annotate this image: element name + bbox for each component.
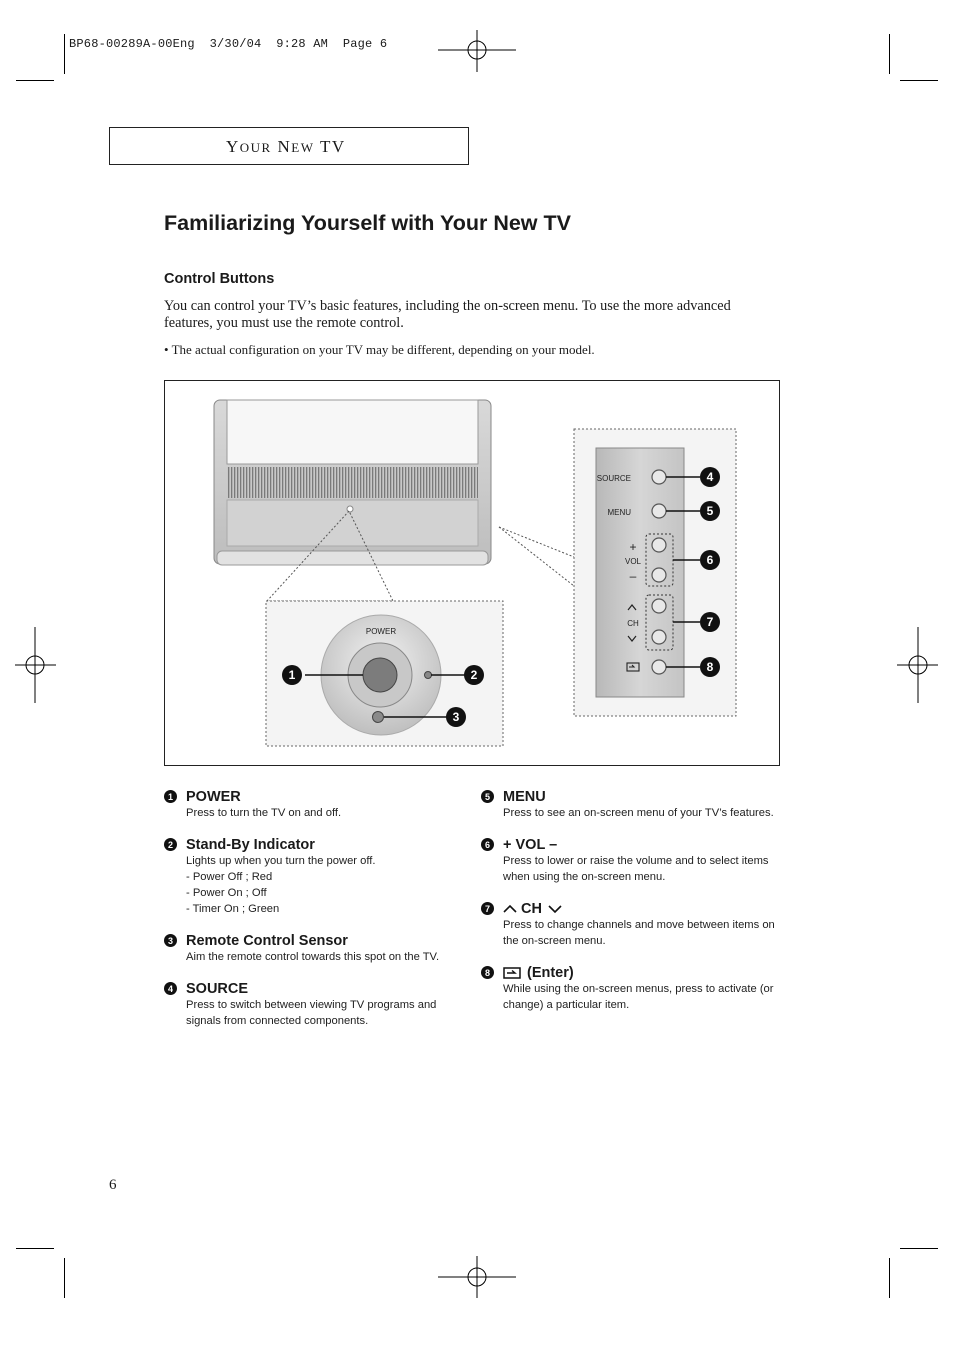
callout-6: 6 <box>706 553 714 567</box>
callout-2: 2 <box>470 668 478 682</box>
subsection-title: Control Buttons <box>164 271 275 287</box>
callout-3: 3 <box>452 710 460 724</box>
callout-7: 7 <box>706 615 714 629</box>
panel-source-label: SOURCE <box>596 474 631 483</box>
item-standby: 2 Stand-By Indicator Lights up when you turn the power off. - Power Off ; Red - Power On ; Off - Timer On ; Green <box>164 836 454 917</box>
callout-5: 5 <box>706 504 714 518</box>
note-bullet: • The actual configuration on your TV may be different, depending on your model. <box>164 342 595 357</box>
item-title: (Enter) <box>527 964 574 981</box>
item-title: POWER <box>186 788 241 805</box>
enter-icon <box>503 967 521 979</box>
item-title: MENU <box>503 788 546 805</box>
ch-down-button <box>652 630 666 644</box>
item-title: CH <box>521 900 542 917</box>
item-source: 4 SOURCE Press to switch between viewing TV programs and signals from connected components. <box>164 980 454 1029</box>
item-channel: 7 CH Press to change channels and move between items on the on-screen menu. <box>481 900 771 949</box>
vol-up-button <box>652 538 666 552</box>
panel-vol-label: VOL <box>624 557 642 566</box>
source-button <box>652 470 666 484</box>
callout-4: 4 <box>706 470 714 484</box>
enter-button <box>652 660 666 674</box>
section-header <box>109 127 469 165</box>
item-title: + VOL – <box>503 836 558 853</box>
channel-up-icon <box>503 904 517 914</box>
vol-down-button <box>652 568 666 582</box>
panel-plus-label: + <box>629 540 637 554</box>
intro-paragraph: You can control your TV’s basic features, including the on-screen menu. To use the more advanced features, you must use the remote control. <box>164 298 731 331</box>
item-title: SOURCE <box>186 980 249 997</box>
panel-menu-label: MENU <box>607 508 631 517</box>
print-slug: BP68-00289A-00Eng 3/30/04 9:28 AM Page 6 <box>69 37 388 51</box>
section-title: YOUR NEW TV <box>226 137 346 156</box>
channel-down-icon <box>548 904 562 914</box>
callout-8: 8 <box>706 660 714 674</box>
panel-minus-label: – <box>629 569 637 583</box>
side-control-panel <box>596 448 684 697</box>
tv-front-view <box>214 400 491 565</box>
item-enter: 8 (Enter) While using the on-screen menus, press to activate (or change) a particular item. <box>481 964 771 1013</box>
item-remote-sensor: 3 Remote Control Sensor Aim the remote control towards this spot on the TV. <box>164 932 454 965</box>
item-title: Remote Control Sensor <box>186 932 348 949</box>
callout-1: 1 <box>288 668 296 682</box>
item-power: 1 POWER Press to turn the TV on and off. <box>164 788 454 821</box>
panel-ch-label: CH <box>627 619 639 628</box>
tv-illustration <box>165 381 781 767</box>
menu-button <box>652 504 666 518</box>
item-volume: 6 + VOL – Press to lower or raise the volume and to select items when using the on-screen menu. <box>481 836 771 885</box>
ch-up-button <box>652 599 666 613</box>
page-title: Familiarizing Yourself with Your New TV <box>164 211 571 235</box>
power-button-label: POWER <box>365 627 397 636</box>
item-title: Stand-By Indicator <box>186 836 315 853</box>
item-menu: 5 MENU Press to see an on-screen menu of your TV’s features. <box>481 788 771 821</box>
tv-controls-figure <box>164 380 780 766</box>
page-number: 6 <box>109 1177 117 1193</box>
